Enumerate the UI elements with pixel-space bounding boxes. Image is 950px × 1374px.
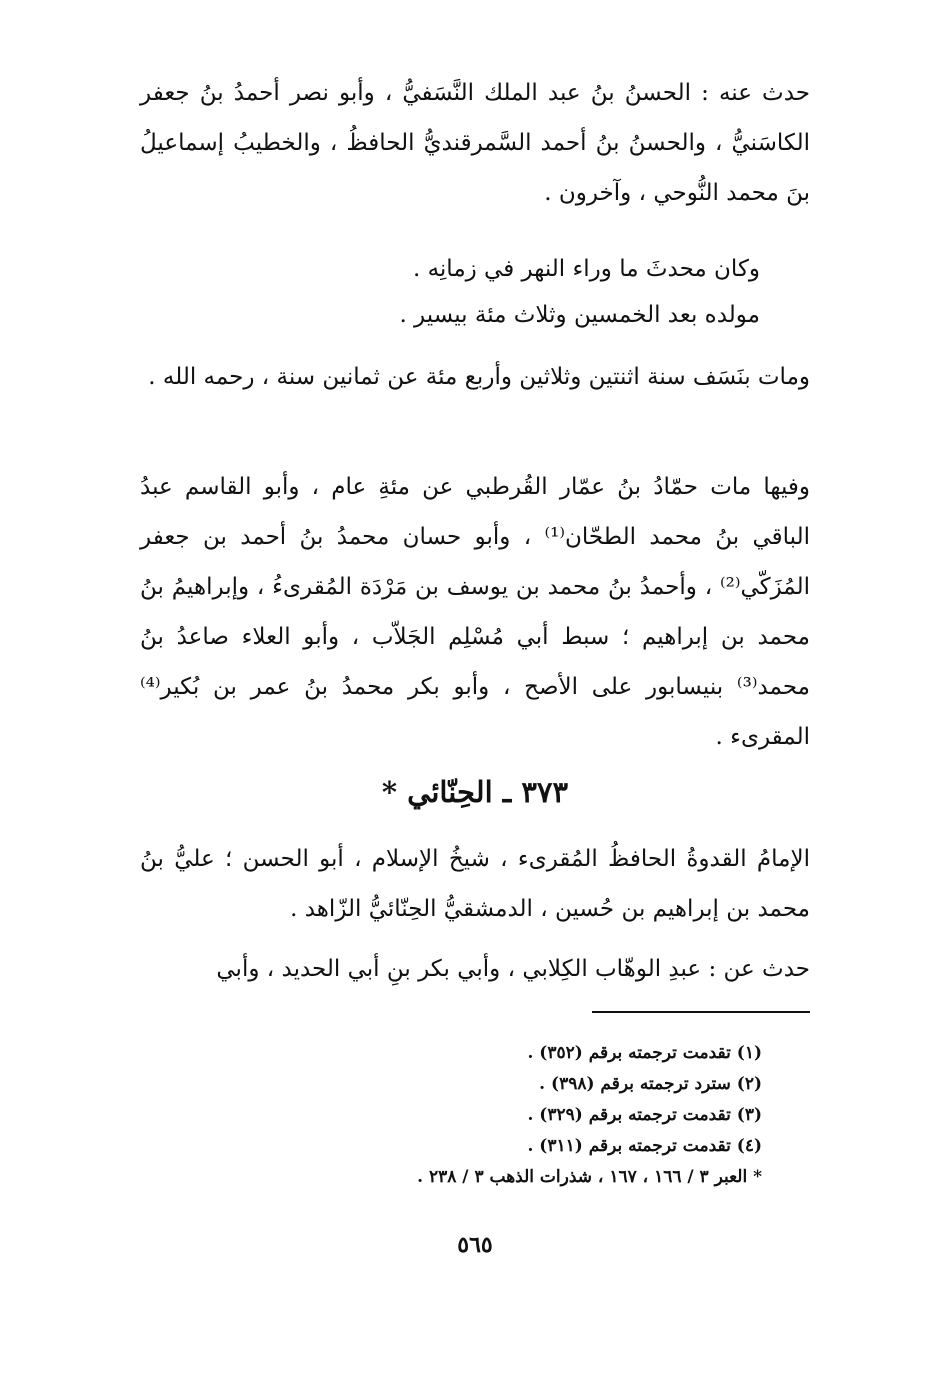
footnote: (٣) تقدمت ترجمته برقم (٣٢٩) . <box>527 1105 762 1125</box>
paragraph-narrators: حدث عنه : الحسنُ بنُ عبد الملك النَّسَفيُّ ، وأبو نصر أحمدُ بنُ جعفر الكاسَنيُّ ، والحسنُ بنُ أحمد السَّمرقنديُّ الحافظُ ، والخطيبُ إسماعيلُ بنَ محمد النُّوحي ، وآخرون . <box>140 80 810 206</box>
section-title: ٣٧٣ ـ الحِنّائي * <box>381 775 569 809</box>
paragraph-birth: مولده بعد الخمسين وثلاث مئة بيسير . <box>399 302 760 328</box>
footnotes <box>417 1038 762 1193</box>
footnote: (٤) تقدمت ترجمته برقم (٣١١) . <box>527 1136 762 1156</box>
footnote: (١) تقدمت ترجمته برقم (٣٥٢) . <box>527 1043 762 1063</box>
paragraph-muhaddith: وكان محدثَ ما وراء النهر في زمانِه . <box>412 256 760 282</box>
paragraph-biography-intro: الإمامُ القدوةُ الحافظُ المُقرىء ، شيخُ الإسلام ، أبو الحسن ؛ عليُّ بنُ محمد بن إبراهيم بن حُسين ، الدمشقيُّ الحِنّائيُّ الزّاهد . <box>140 846 810 922</box>
paragraph-deaths-same-year: وفيها مات حمّادُ بنُ عمّار القُرطبي عن مئةِ عام ، وأبو القاسم عبدُ الباقي بنُ محمد الطحّان⁽¹⁾ ، وأبو حسان محمدُ بنُ أحمد بن جعفر المُزَكّي⁽²⁾ ، وأحمدُ بنُ محمد بن يوسف بن مَرْدَة المُقرىءُ ، وإبراهيمُ بنُ محمد بن إبراهيم ؛ سبط أبي مُسْلِم الجَلاّب ، وأبو العلاء صاعدُ بنُ محمد⁽³⁾ بنيسابور على الأصح ، وأبو بكر محمدُ بنُ عمر بن بُكير⁽⁴⁾ المقرىء . <box>140 474 810 750</box>
paragraph-death: ومات بنَسَف سنة اثنتين وثلاثين وأربع مئة عن ثمانين سنة ، رحمه الله . <box>148 364 810 390</box>
paragraph-teachers: حدث عن : عبدِ الوهّاب الكِلابي ، وأبي بكر بنِ أبي الحديد ، وأبي <box>216 956 810 982</box>
footnote: * العبر ٣ / ١٦٦ ، ١٦٧ ، شذرات الذهب ٣ / ٢٣٨ . <box>417 1167 762 1187</box>
footnote-divider <box>592 1011 810 1013</box>
footnote: (٢) سترد ترجمته برقم (٣٩٨) . <box>539 1074 762 1094</box>
page-number: ٥٦٥ <box>457 1232 493 1258</box>
